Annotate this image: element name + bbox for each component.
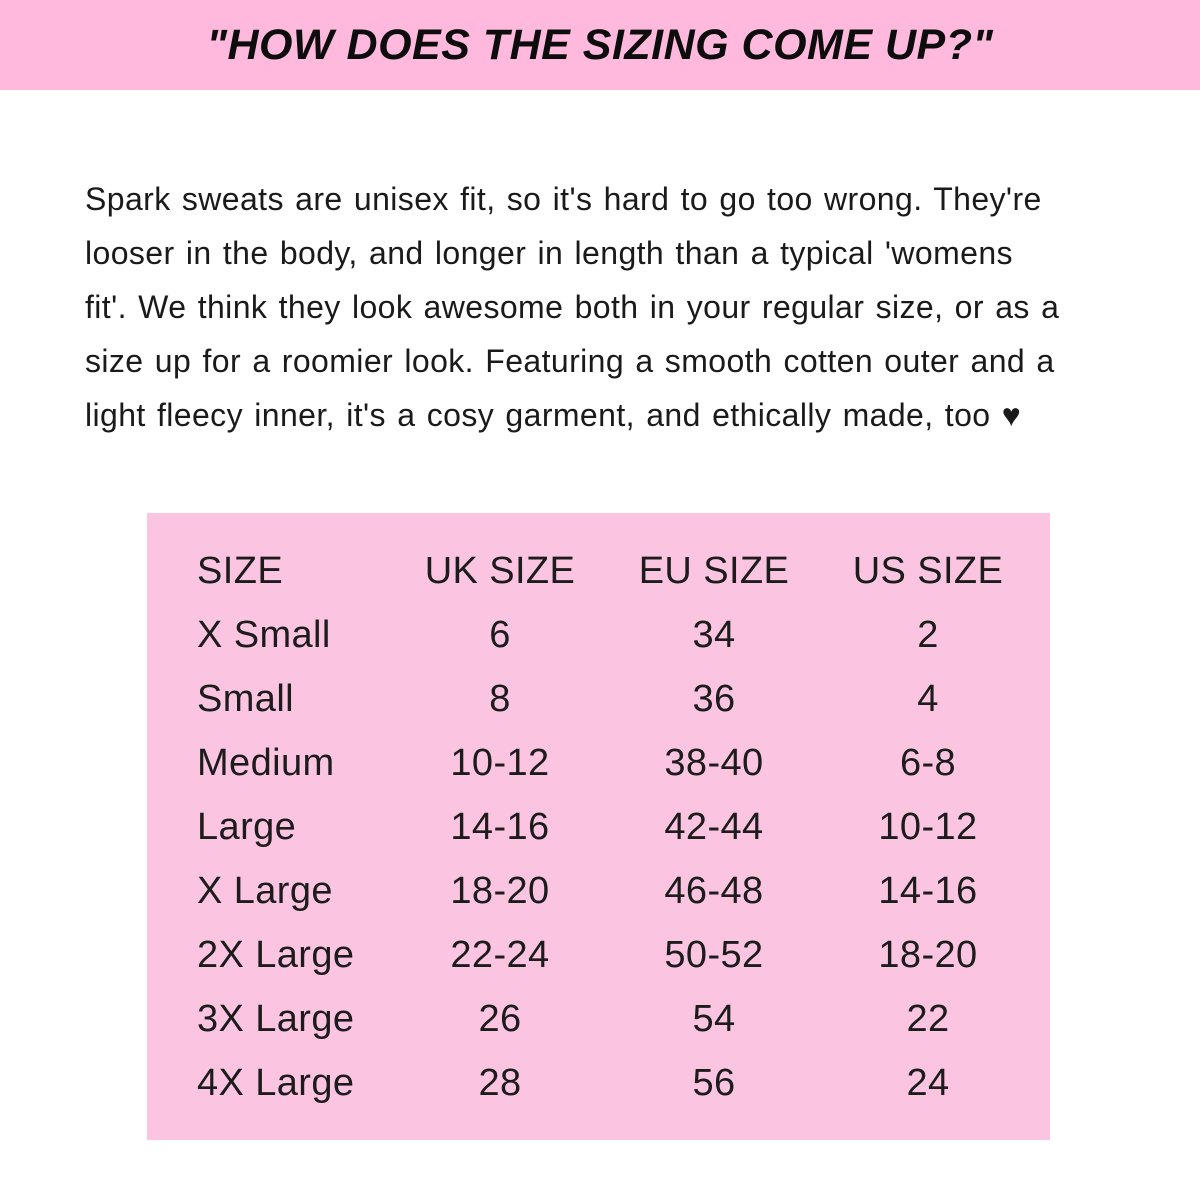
column-header-size: SIZE [197, 549, 284, 592]
eu-size-value: 54 [692, 997, 736, 1040]
uk-size-value: 10-12 [450, 741, 550, 784]
table-row [197, 603, 1031, 667]
table-row [197, 1051, 1031, 1115]
uk-size-value: 8 [489, 677, 511, 720]
uk-size-value: 22-24 [450, 933, 550, 976]
uk-size-value: 14-16 [450, 805, 550, 848]
uk-size-value: 28 [478, 1061, 522, 1104]
eu-size-value: 56 [692, 1061, 736, 1104]
page-title: "HOW DOES THE SIZING COME UP?" [206, 20, 994, 69]
us-size-value: 24 [906, 1061, 950, 1104]
us-size-value: 10-12 [878, 805, 978, 848]
header-banner [0, 0, 1200, 90]
eu-size-value: 50-52 [664, 933, 764, 976]
uk-size-value: 6 [489, 613, 511, 656]
column-header-eu-size: EU SIZE [638, 549, 790, 592]
size-chart-table [147, 513, 1050, 1140]
us-size-value: 22 [906, 997, 950, 1040]
size-label: 3X Large [197, 997, 355, 1040]
table-row [197, 987, 1031, 1051]
table-row [197, 859, 1031, 923]
us-size-value: 18-20 [878, 933, 978, 976]
size-label: Large [197, 805, 297, 848]
intro-line: fit'. We think they look awesome both in your regular size, or as a [85, 289, 1060, 325]
intro-line-with-heart-icon: light fleecy inner, it's a cosy garment, and ethically made, too ♥ [85, 397, 1022, 433]
eu-size-value: 42-44 [664, 805, 764, 848]
eu-size-value: 46-48 [664, 869, 764, 912]
table-row [197, 795, 1031, 859]
size-label: X Large [197, 869, 333, 912]
size-label: X Small [197, 613, 331, 656]
column-header-us-size: US SIZE [852, 549, 1004, 592]
us-size-value: 6-8 [899, 741, 957, 784]
table-row [197, 923, 1031, 987]
size-label: Small [197, 677, 295, 720]
eu-size-value: 36 [692, 677, 736, 720]
us-size-value: 2 [917, 613, 939, 656]
table-header-row [197, 539, 1031, 603]
size-label: 2X Large [197, 933, 355, 976]
us-size-value: 14-16 [878, 869, 978, 912]
eu-size-value: 38-40 [664, 741, 764, 784]
table-row [197, 667, 1031, 731]
uk-size-value: 18-20 [450, 869, 550, 912]
intro-paragraph [85, 172, 1125, 442]
intro-line: looser in the body, and longer in length than a typical 'womens [85, 235, 1013, 271]
intro-line: Spark sweats are unisex fit, so it's hard to go too wrong. They're [85, 181, 1042, 217]
eu-size-value: 34 [692, 613, 736, 656]
us-size-value: 4 [917, 677, 939, 720]
column-header-uk-size: UK SIZE [424, 549, 576, 592]
size-label: Medium [197, 741, 335, 784]
size-label: 4X Large [197, 1061, 355, 1104]
uk-size-value: 26 [478, 997, 522, 1040]
intro-line: size up for a roomier look. Featuring a smooth cotten outer and a [85, 343, 1055, 379]
table-row [197, 731, 1031, 795]
